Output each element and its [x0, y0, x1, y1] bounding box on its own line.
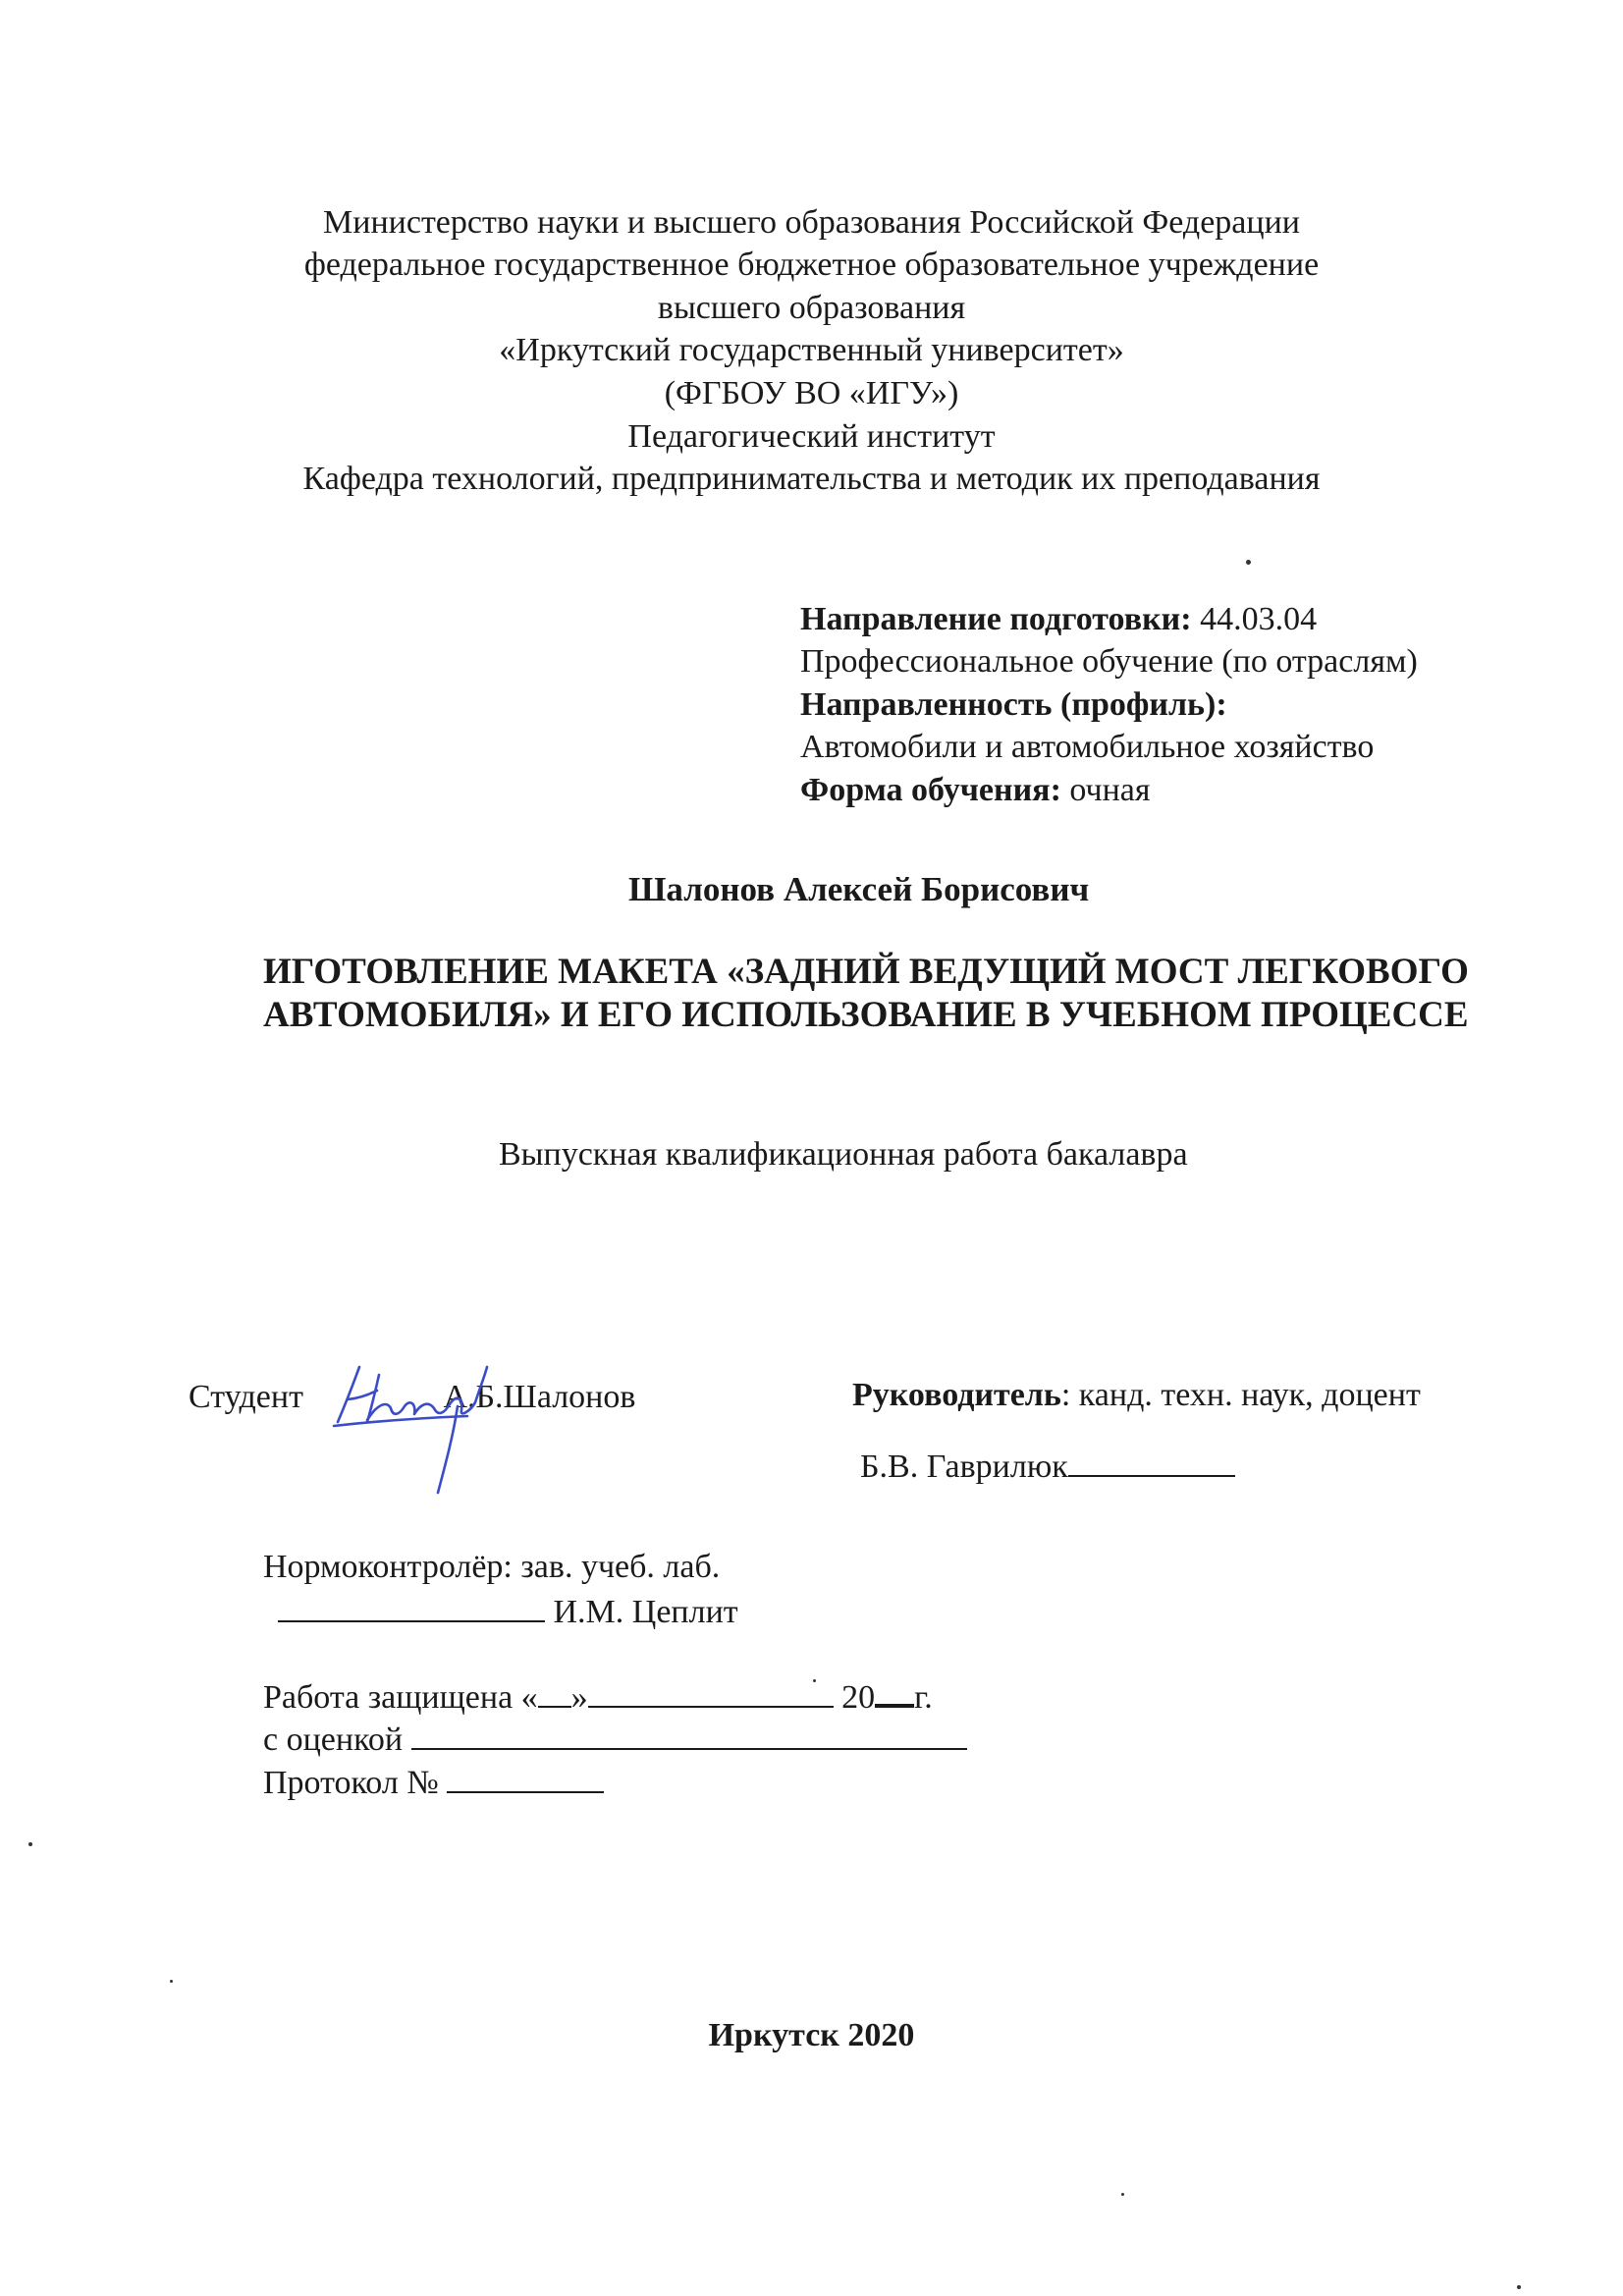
scan-speck: [813, 1679, 816, 1682]
supervisor-label: Руководитель: [852, 1377, 1061, 1413]
year-prefix: 20: [833, 1679, 876, 1716]
month-blank: [588, 1678, 834, 1708]
scan-speck: [1121, 2193, 1124, 2196]
profile-name: Автомобили и автомобильное хозяйство: [800, 729, 1375, 765]
institution-type-line: федеральное государственное бюджетное образовательное учреждение: [303, 246, 1320, 283]
protocol-line: [263, 1764, 604, 1800]
thesis-title-line2: АВТОМОБИЛЯ» И ЕГО ИСПОЛЬЗОВАНИЕ В УЧЕБНОМ ПРОЦЕССЕ: [263, 995, 1469, 1035]
year-blank: [875, 1678, 914, 1708]
defense-mid: »: [570, 1679, 588, 1716]
profile-label: Направленность (профиль):: [800, 686, 1227, 723]
student-name: А.Б.Шалонов: [443, 1379, 636, 1415]
normcontrol-label: Нормоконтролёр: зав. учеб. лаб.: [263, 1549, 721, 1585]
direction-label: Направление подготовки:: [800, 601, 1192, 637]
normcontrol-signature-blank: [278, 1593, 545, 1622]
study-form-value: очная: [1060, 772, 1151, 808]
supervisor-sign-line: [860, 1448, 1235, 1484]
student-label: Студент: [189, 1379, 312, 1415]
grade-line: [263, 1721, 967, 1757]
supervisor-line: [852, 1379, 1421, 1412]
author-name: Шалонов Алексей Борисович: [628, 870, 1090, 908]
defense-date-line: [263, 1678, 933, 1715]
scan-speck: [1246, 560, 1251, 565]
supervisor-name: Б.В. Гаврилюк: [860, 1449, 1068, 1485]
study-form-line: [800, 774, 1151, 807]
education-level-line: высшего образования: [657, 290, 966, 326]
direction-line: [800, 603, 1317, 636]
direction-name: Профессиональное обучение (по отраслям): [800, 643, 1418, 680]
university-name: «Иркутский государственный университет»: [499, 332, 1124, 368]
supervisor-signature-blank: [1068, 1448, 1235, 1477]
department-name: Кафедра технологий, предпринимательства и методик их преподавания: [302, 461, 1321, 497]
scan-speck: [170, 1980, 173, 1983]
supervisor-degree: : канд. техн. наук, доцент: [1060, 1377, 1421, 1413]
work-type: Выпускная квалификационная работа бакалавра: [499, 1136, 1188, 1173]
normcontrol-name: И.М. Цеплит: [545, 1594, 738, 1630]
direction-code: 44.03.04: [1191, 601, 1318, 637]
student-signature: [330, 1355, 507, 1503]
grade-label: с оценкой: [263, 1722, 411, 1758]
protocol-label: Протокол №: [263, 1765, 448, 1801]
normcontrol-sign-line: [278, 1593, 738, 1629]
university-abbr: (ФГБОУ ВО «ИГУ»): [664, 375, 959, 411]
city-year: Иркутск 2020: [708, 2017, 915, 2053]
year-suffix: г.: [914, 1679, 933, 1716]
day-blank: [538, 1678, 571, 1708]
ministry-line: Министерство науки и высшего образования Российской Федерации: [323, 204, 1300, 241]
protocol-blank: [447, 1764, 604, 1793]
study-form-label: Форма обучения:: [800, 772, 1061, 808]
defense-prefix: Работа защищена «: [263, 1679, 538, 1716]
scan-speck: [28, 1842, 32, 1846]
thesis-title-line1: ИГОТОВЛЕНИЕ МАКЕТА «ЗАДНИЙ ВЕДУЩИЙ МОСТ ЛЕГКОВОГО: [263, 952, 1469, 992]
grade-blank: [411, 1721, 967, 1750]
scan-speck: [1517, 2285, 1521, 2289]
institute-name: Педагогический институт: [627, 418, 996, 455]
